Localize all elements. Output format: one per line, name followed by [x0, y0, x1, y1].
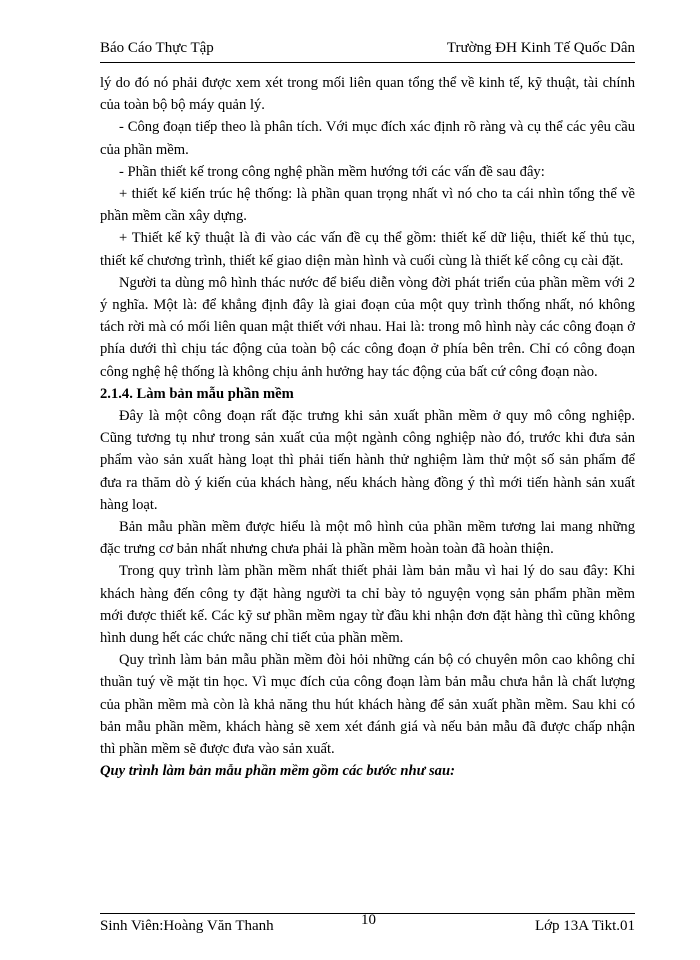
document-body: [100, 72, 635, 783]
paragraph: + Thiết kế kỹ thuật là đi vào các vấn đề cụ thể gồm: thiết kế dữ liệu, thiết kế thủ tục, thiết kế chương trình, thiết kế giao diện màn hình và cuối cùng là thiết kế công cụ cài đặt.: [100, 230, 635, 269]
paragraph: - Công đoạn tiếp theo là phân tích. Với mục đích xác định rõ ràng và cụ thể các yêu cầu của phần mềm.: [100, 119, 635, 158]
footer-student-name: Sinh Viên:Hoàng Văn Thanh: [100, 918, 274, 934]
paragraph: Người ta dùng mô hình thác nước để biểu diễn vòng đời phát triển của phần mềm với 2 ý nghĩa. Một là: để khẳng định đây là giai đoạn của một quy trình thống nhất, nó không tách rời mà có mối liên quan mật thiết với nhau. Hai là: trong mô hình này các công đoạn ở phía dưới thì chịu tác động của toàn bộ các công đoạn ở phía bên trên. Chỉ có công đoạn công nghệ hệ thống là không chịu ảnh hưởng hay tác động của bất cứ công đoạn nào.: [100, 274, 635, 380]
closing-subheading: Quy trình làm bản mẫu phần mềm gồm các bước như sau:: [100, 763, 455, 780]
paragraph: Trong quy trình làm phần mềm nhất thiết phải làm bản mẫu vì hai lý do sau đây: Khi khách hàng đến công ty đặt hàng người ta chỉ bày tỏ nguyện vọng sản phẩm phần mềm mới được thiết kế. Các kỹ sư phần mềm ngay từ đầu khi nhận đơn đặt hàng thì cũng không hình dung hết các chức năng chỉ tiết của phần mềm.: [100, 563, 635, 647]
paragraph: lý do đó nó phải được xem xét trong mối liên quan tổng thể về kinh tế, kỹ thuật, tài chính của toàn bộ bộ máy quản lý.: [100, 75, 635, 114]
paragraph: Quy trình làm bản mẫu phần mềm đòi hỏi những cán bộ có chuyên môn cao không chỉ thuần tuý về mặt tin học. Vì mục đích của công đoạn làm bản mẫu chưa hẳn là chất lượng của phần mềm mà còn là khả năng thu hút khách hàng để sản xuất phần mềm. Sau khi có bản mẫu phần mềm, khách hàng sẽ xem xét đánh giá và nếu bản mẫu đã được chấp nhận thì phần mềm sẽ được đưa vào sản xuất.: [100, 652, 635, 758]
paragraph: + thiết kế kiến trúc hệ thống: là phần quan trọng nhất vì nó cho ta cái nhìn tổng thể về phần mềm cần xây dựng.: [100, 186, 635, 225]
header-left-text: Báo Cáo Thực Tập: [100, 40, 214, 56]
paragraph: Bản mẫu phần mềm được hiểu là một mô hình của phần mềm tương lai mang những đặc trưng cơ bản nhất nhưng chưa phải là phần mềm hoàn toàn đã hoàn thiện.: [100, 519, 635, 558]
section-heading: 2.1.4. Làm bản mẫu phần mềm: [100, 385, 294, 402]
paragraph: Đây là một công đoạn rất đặc trưng khi sản xuất phần mềm ở quy mô công nghiệp. Cũng tương tụ như trong sản xuất của một ngành công nghiệp nào đó, trước khi đưa sản phẩm vào sản xuất hàng loạt thì phải tiến hành thử nghiệm làm thử một số sản phẩm để đưa ra thăm dò ý kiến của khách hàng, nếu khách hàng đồng ý thì mới tiến hành sản xuất hàng loạt.: [100, 408, 635, 513]
paragraph: - Phần thiết kế trong công nghệ phần mềm hướng tới các vấn đề sau đây:: [119, 163, 545, 180]
page-footer: [100, 913, 635, 938]
page-number: 10: [361, 912, 376, 928]
header-right-text: Trường ĐH Kinh Tế Quốc Dân: [446, 40, 635, 56]
page-header: [100, 38, 635, 63]
footer-class-code: Lớp 13A Tikt.01: [534, 918, 635, 934]
